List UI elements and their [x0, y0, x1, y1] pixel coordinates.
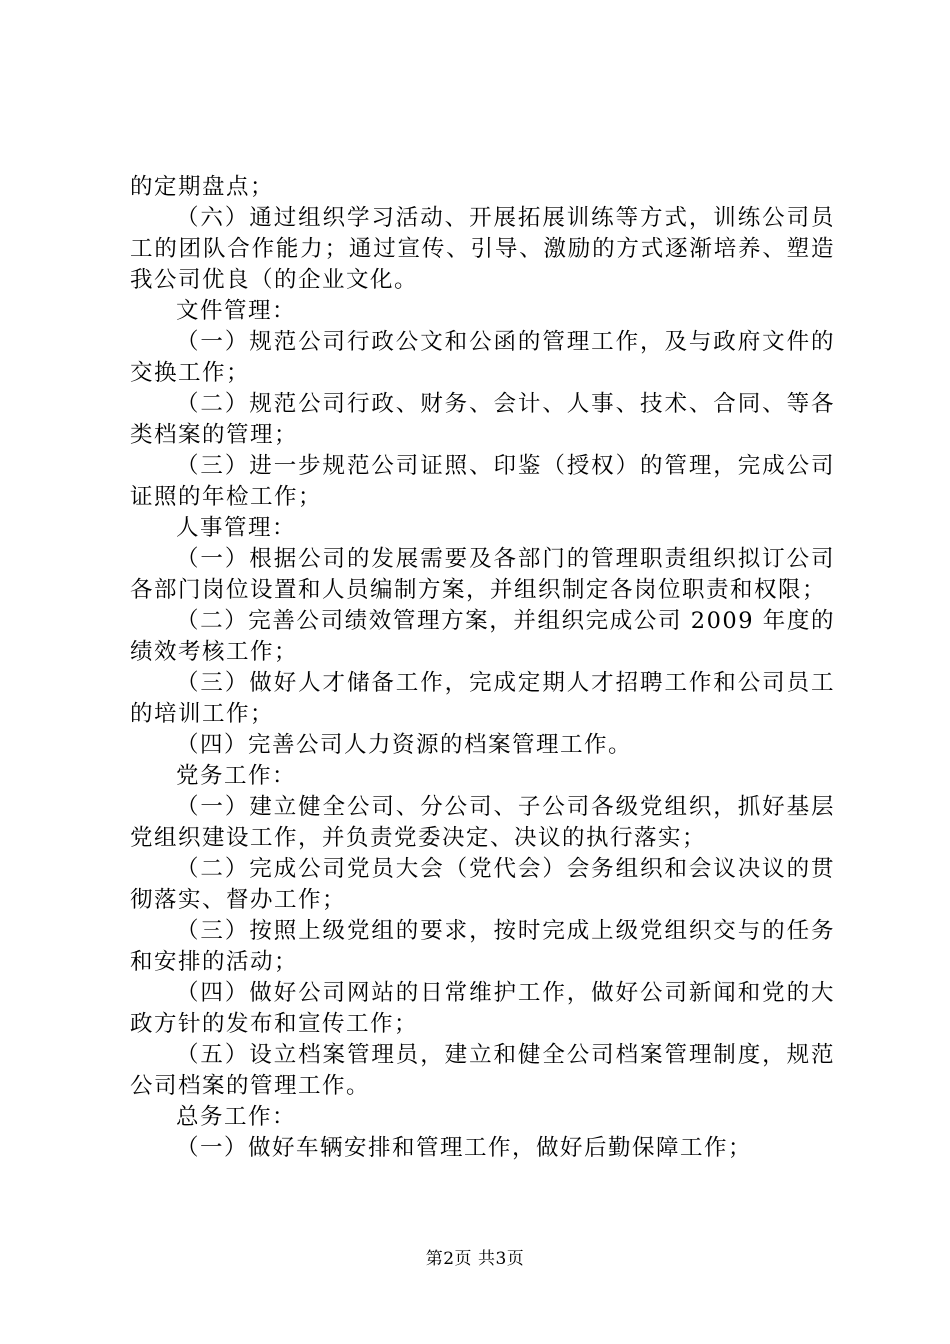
paragraph: （一）建立健全公司、分公司、子公司各级党组织，抓好基层党组织建设工作，并负责党委决定、决议的执行落实； — [130, 794, 835, 851]
paragraph: （五）设立档案管理员，建立和健全公司档案管理制度，规范公司档案的管理工作。 — [130, 1042, 835, 1099]
page-number-footer: 第2页 共3页 — [425, 1249, 525, 1269]
section-heading-personnel-management: 人事管理： — [176, 515, 297, 541]
paragraph: （三）按照上级党组的要求，按时完成上级党组织交与的任务和安排的活动； — [130, 918, 835, 975]
section-heading-general-affairs: 总务工作： — [176, 1104, 297, 1130]
paragraph: （六）通过组织学习活动、开展拓展训练等方式，训练公司员工的团队合作能力；通过宣传、引导、激励的方式逐渐培养、塑造我公司优良（的企业文化。 — [130, 205, 835, 293]
paragraph: （四）做好公司网站的日常维护工作，做好公司新闻和党的大政方针的发布和宣传工作； — [130, 980, 835, 1037]
paragraph: （二）完善公司绩效管理方案，并组织完成公司 2009 年度的绩效考核工作； — [130, 608, 835, 665]
paragraph: （三）进一步规范公司证照、印鉴（授权）的管理，完成公司证照的年检工作； — [130, 453, 835, 510]
paragraph: （二）完成公司党员大会（党代会）会务组织和会议决议的贯彻落实、督办工作； — [130, 856, 835, 913]
document-body — [130, 172, 835, 1164]
paragraph: 的定期盘点； — [130, 174, 275, 200]
paragraph: （二）规范公司行政、财务、会计、人事、技术、合同、等各类档案的管理； — [130, 391, 835, 448]
section-heading-file-management: 文件管理： — [176, 298, 297, 324]
paragraph: （一）规范公司行政公文和公函的管理工作，及与政府文件的交换工作； — [130, 329, 835, 386]
section-heading-party-affairs: 党务工作： — [176, 763, 297, 789]
paragraph: （三）做好人才储备工作，完成定期人才招聘工作和公司员工的培训工作； — [130, 670, 835, 727]
paragraph: （一）根据公司的发展需要及各部门的管理职责组织拟订公司各部门岗位设置和人员编制方案，并组织制定各岗位职责和权限； — [130, 546, 835, 603]
paragraph: （一）做好车辆安排和管理工作，做好后勤保障工作； — [176, 1135, 753, 1161]
paragraph: （四）完善公司人力资源的档案管理工作。 — [176, 732, 633, 758]
